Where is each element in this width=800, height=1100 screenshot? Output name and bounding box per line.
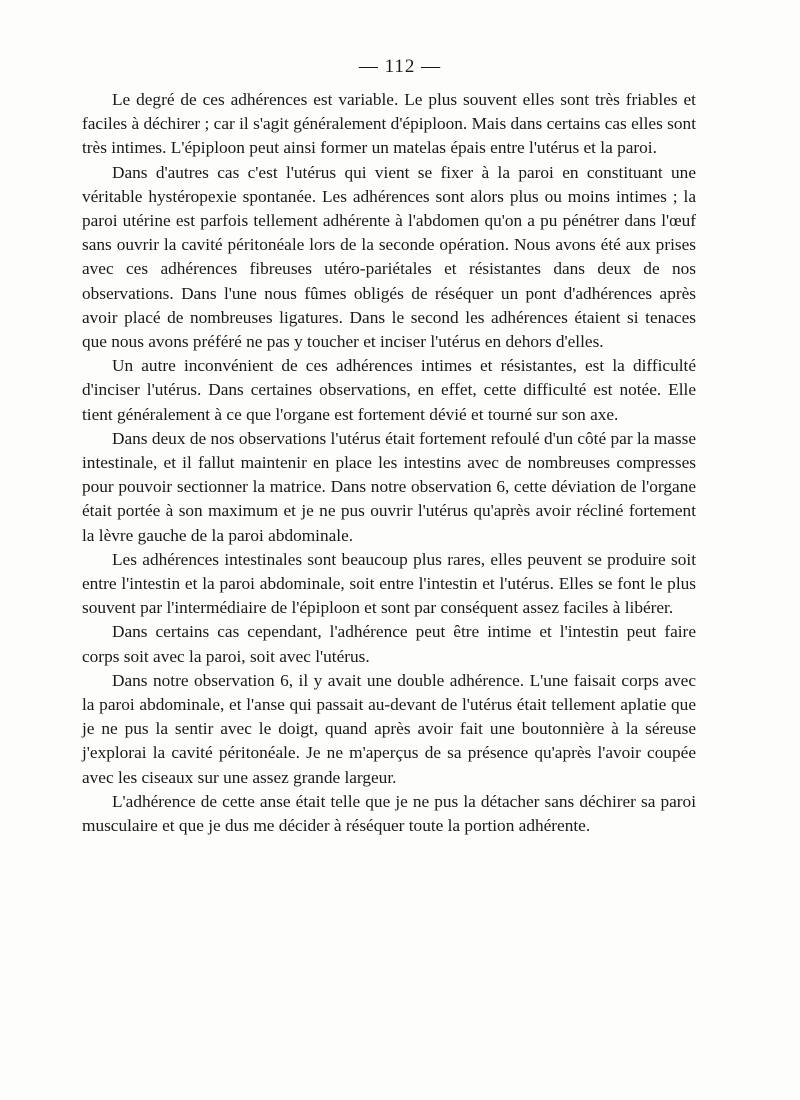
paragraph: Un autre inconvénient de ces adhérences intimes et résistantes, est la difficulté d'inciser l'utérus. Dans certaines observations, en effet, cette difficulté est notée. Elle tient généralement à ce que l'organe est fortement dévié et tourné sur son axe.: [82, 356, 696, 424]
paragraph: Dans notre observation 6, il y avait une double adhérence. L'une faisait corps avec la paroi abdominale, et l'anse qui passait au-devant de l'utérus était tellement aplatie que je ne pus la sentir avec le doigt, quand après avoir fait une boutonnière à la séreuse j'explorai la cavité péritonéale. Je ne m'aperçus de sa présence qu'après l'avoir coupée avec les ciseaux sur une assez grande largeur.: [82, 670, 696, 787]
paragraph: Dans deux de nos observations l'utérus était fortement refoulé d'un côté par la masse intestinale, et il fallut maintenir en place les intestins avec de nombreuses compresses pour pouvoir sectionner la matrice. Dans notre observation 6, cette déviation de l'organe était portée à son maximum et je ne pus ouvrir l'utérus qu'après avoir récliné fortement la lèvre gauche de la paroi abdominale.: [82, 428, 696, 545]
paragraph: L'adhérence de cette anse était telle que je ne pus la détacher sans déchirer sa paroi musculaire et que je dus me décider à réséquer toute la portion adhérente.: [82, 791, 696, 836]
body-text: [82, 88, 696, 838]
page-number: — 112 —: [358, 56, 442, 77]
paragraph: Dans certains cas cependant, l'adhérence peut être intime et l'intestin peut faire corps soit avec la paroi, soit avec l'utérus.: [82, 622, 696, 666]
paragraph: Les adhérences intestinales sont beaucoup plus rares, elles peuvent se produire soit entre l'intestin et la paroi abdominale, soit entre l'intestin et l'utérus. Elles se font le plus souvent par l'intermédiaire de l'épiploon et sont par conséquent assez faciles à libérer.: [82, 549, 696, 618]
paragraph: Dans d'autres cas c'est l'utérus qui vient se fixer à la paroi en constituant une véritable hystéropexie spontanée. Les adhérences sont alors plus ou moins intimes ; la paroi utérine est parfois tellement adhérente à l'abdomen qu'on a pu pénétrer dans l'œuf sans ouvrir la cavité péritonéale lors de la seconde opération. Nous avons été aux prises avec ces adhérences fibreuses utéro-pariétales et résistantes dans deux de nos observations. Dans l'une nous fûmes obligés de réséquer un pont d'adhérences après avoir placé de nombreuses ligatures. Dans le second les adhérences étaient si tenaces que nous avons préféré ne pas y toucher et inciser l'utérus en dehors d'elles.: [82, 162, 696, 352]
paragraph: Le degré de ces adhérences est variable. Le plus souvent elles sont très friables et faciles à déchirer ; car il s'agit généralement d'épiploon. Mais dans certains cas elles sont très intimes. L'épiploon peut ainsi former un matelas épais entre l'utérus et la paroi.: [82, 90, 696, 158]
